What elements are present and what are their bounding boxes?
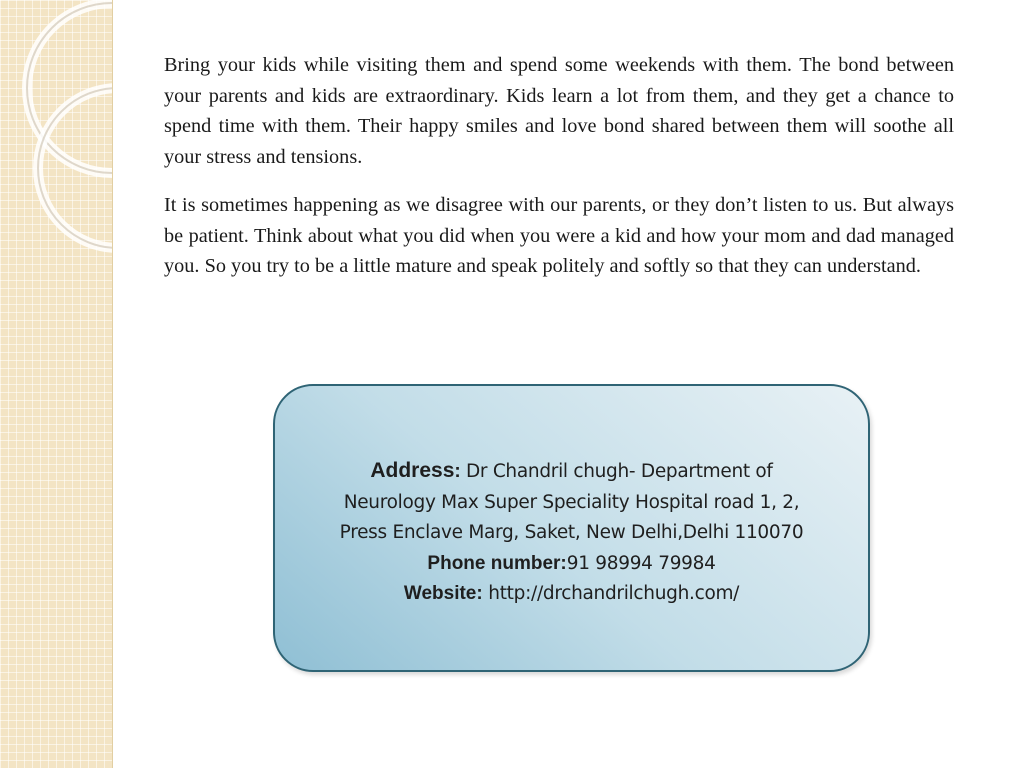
decorative-side-strip [0,0,113,768]
address-separator: : [454,461,466,482]
address-line-3: Press Enclave Marg, Saket, New Delhi,Delhi 110070 [339,522,804,543]
phone-value: 91 98994 79984 [566,552,716,574]
paragraph-kids-visit: Bring your kids while visiting them and spend some weekends with them. The bond between your parents and kids are extraordinary. Kids learn a lot from them, and they get a chance to spend time with them. Their happy smiles and love bond shared between them will soothe all your stress and tensions. [164,54,954,168]
website-label: Website: [403,583,483,604]
body-text [164,50,954,300]
address-line-2: Neurology Max Super Speciality Hospital road 1, 2, [343,491,800,513]
address-text-1: Dr Chandril chugh- Department of [465,461,773,482]
decorative-rings [0,0,112,768]
phone-label: Phone number: [427,552,567,574]
contact-box [273,384,870,672]
contact-details [275,456,868,610]
website-line [275,579,868,610]
paragraph-be-patient: It is sometimes happening as we disagree with our parents, or they don’t listen to us. But always be patient. Think about what you did when you were a kid and how your mom and dad managed you. So you try to be a little mature and speak politely and softly so that they can understand. [164,194,954,277]
address-line-1 [275,456,868,488]
website-link[interactable]: http://drchandrilchugh.com/ [488,583,740,604]
phone-line [275,549,868,580]
address-label: Address [370,459,455,482]
